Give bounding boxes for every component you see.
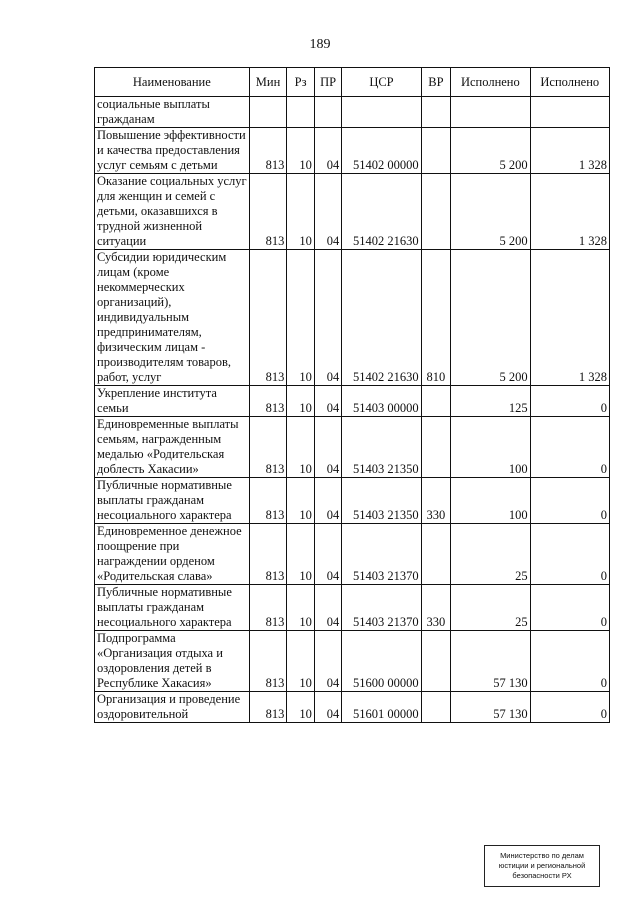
cell-rz: 10: [287, 524, 314, 585]
cell-csr: 51402 21630: [342, 174, 421, 250]
cell-vr: [421, 417, 451, 478]
table-row: [95, 585, 610, 631]
cell-pr: 04: [314, 417, 341, 478]
cell-executed-2: 0: [530, 386, 609, 417]
cell-min: [249, 97, 287, 128]
cell-min: 813: [249, 585, 287, 631]
stamp-line: Министерство по делам: [500, 851, 584, 860]
table-row: [95, 250, 610, 386]
cell-vr: 810: [421, 250, 451, 386]
cell-csr: 51403 21350: [342, 417, 421, 478]
cell-vr: [421, 97, 451, 128]
table-row: [95, 386, 610, 417]
page-number: 189: [309, 37, 331, 52]
table-row: [95, 524, 610, 585]
cell-min: 813: [249, 478, 287, 524]
cell-name: Повышение эффективности и качества предоставления услуг семьям с детьми: [95, 128, 250, 174]
col-rz-header: Рз: [287, 68, 314, 97]
cell-rz: 10: [287, 692, 314, 723]
col-vr-header: ВР: [421, 68, 451, 97]
cell-pr: 04: [314, 386, 341, 417]
cell-csr: 51403 21370: [342, 524, 421, 585]
table-row: [95, 128, 610, 174]
table-row: [95, 631, 610, 692]
cell-csr: 51403 21350: [342, 478, 421, 524]
cell-vr: [421, 631, 451, 692]
cell-name: Публичные нормативные выплаты гражданам несоциального характера: [95, 585, 250, 631]
cell-pr: 04: [314, 692, 341, 723]
stamp-line: юстиции и региональной: [498, 861, 586, 870]
cell-vr: [421, 692, 451, 723]
cell-name: Субсидии юридическим лицам (кроме некоммерческих организаций), индивидуальным предпринимателям, физическим лицам - производителям товаров, работ, услуг: [95, 250, 250, 386]
cell-rz: 10: [287, 631, 314, 692]
cell-executed-2: 1 328: [530, 174, 609, 250]
cell-csr: 51601 00000: [342, 692, 421, 723]
cell-name: социальные выплаты гражданам: [95, 97, 250, 128]
table-row: [95, 478, 610, 524]
cell-name: Укрепление института семьи: [95, 386, 250, 417]
cell-rz: 10: [287, 386, 314, 417]
cell-rz: 10: [287, 417, 314, 478]
cell-min: 813: [249, 386, 287, 417]
cell-pr: 04: [314, 174, 341, 250]
cell-executed-2: 1 328: [530, 250, 609, 386]
cell-min: 813: [249, 417, 287, 478]
cell-rz: 10: [287, 478, 314, 524]
cell-min: 813: [249, 692, 287, 723]
table-body: [95, 97, 610, 723]
cell-csr: 51600 00000: [342, 631, 421, 692]
cell-pr: [314, 97, 341, 128]
cell-executed-1: 5 200: [451, 174, 530, 250]
cell-executed-2: 0: [530, 692, 609, 723]
cell-executed-2: [530, 97, 609, 128]
cell-executed-2: 0: [530, 524, 609, 585]
col-min-header: Мин: [249, 68, 287, 97]
ministry-stamp: [484, 845, 600, 887]
cell-executed-1: [451, 97, 530, 128]
cell-executed-1: 5 200: [451, 250, 530, 386]
cell-vr: [421, 386, 451, 417]
cell-pr: 04: [314, 585, 341, 631]
cell-executed-2: 1 328: [530, 128, 609, 174]
col-name-header: Наименование: [95, 68, 250, 97]
cell-executed-1: 5 200: [451, 128, 530, 174]
cell-min: 813: [249, 174, 287, 250]
cell-executed-2: 0: [530, 417, 609, 478]
budget-table: [94, 67, 610, 723]
cell-csr: 51402 00000: [342, 128, 421, 174]
cell-executed-1: 100: [451, 478, 530, 524]
table-row: [95, 417, 610, 478]
cell-rz: 10: [287, 585, 314, 631]
cell-executed-1: 100: [451, 417, 530, 478]
cell-name: Публичные нормативные выплаты гражданам несоциального характера: [95, 478, 250, 524]
cell-name: Организация и проведение оздоровительной: [95, 692, 250, 723]
col-csr-header: ЦСР: [342, 68, 421, 97]
cell-min: 813: [249, 128, 287, 174]
col-done1-header: Исполнено: [451, 68, 530, 97]
cell-csr: [342, 97, 421, 128]
cell-executed-1: 25: [451, 524, 530, 585]
cell-executed-2: 0: [530, 478, 609, 524]
cell-pr: 04: [314, 250, 341, 386]
cell-pr: 04: [314, 128, 341, 174]
cell-pr: 04: [314, 631, 341, 692]
cell-vr: 330: [421, 478, 451, 524]
table-row: [95, 174, 610, 250]
cell-rz: [287, 97, 314, 128]
cell-vr: [421, 524, 451, 585]
cell-executed-2: 0: [530, 585, 609, 631]
cell-name: Единовременное денежное поощрение при награждении орденом «Родительская слава»: [95, 524, 250, 585]
table-row: [95, 692, 610, 723]
table-header: [95, 68, 610, 97]
cell-csr: 51403 21370: [342, 585, 421, 631]
cell-executed-1: 25: [451, 585, 530, 631]
cell-rz: 10: [287, 128, 314, 174]
cell-vr: [421, 174, 451, 250]
stamp-line: безопасности РХ: [512, 871, 572, 880]
cell-vr: 330: [421, 585, 451, 631]
col-done2-header: Исполнено: [530, 68, 609, 97]
cell-executed-1: 57 130: [451, 631, 530, 692]
cell-executed-1: 125: [451, 386, 530, 417]
table-row: [95, 97, 610, 128]
cell-executed-1: 57 130: [451, 692, 530, 723]
cell-csr: 51403 00000: [342, 386, 421, 417]
cell-name: Подпрограмма «Организация отдыха и оздоровления детей в Республике Хакасия»: [95, 631, 250, 692]
cell-executed-2: 0: [530, 631, 609, 692]
cell-name: Оказание социальных услуг для женщин и семей с детьми, оказавшихся в трудной жизненной ситуации: [95, 174, 250, 250]
cell-csr: 51402 21630: [342, 250, 421, 386]
cell-rz: 10: [287, 174, 314, 250]
cell-pr: 04: [314, 524, 341, 585]
cell-vr: [421, 128, 451, 174]
cell-min: 813: [249, 524, 287, 585]
cell-rz: 10: [287, 250, 314, 386]
cell-min: 813: [249, 250, 287, 386]
cell-min: 813: [249, 631, 287, 692]
cell-pr: 04: [314, 478, 341, 524]
col-pr-header: ПР: [314, 68, 341, 97]
cell-name: Единовременные выплаты семьям, награжденным медалью «Родительская доблесть Хакасии»: [95, 417, 250, 478]
